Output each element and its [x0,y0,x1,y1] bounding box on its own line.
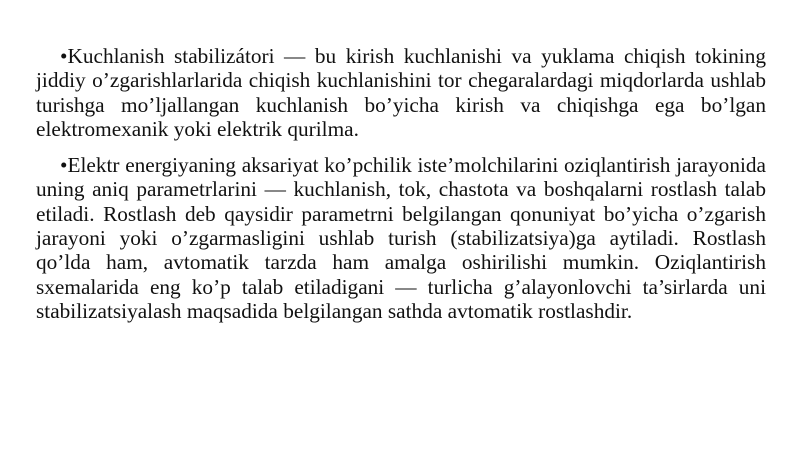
paragraph-regulation [36,153,766,323]
paragraph-text: Kuchlanish stabilizátori — bu kirish kuchlanishi va yuklama chiqish tokining jiddiy o’zgarishlarlarida chiqish kuchlanishini tor chegaralardagi miqdorlarda ushlab turishga mo’ljallangan kuchlanish bo’yicha kirish va chiqishga ega bo’lgan elektromexanik yoki elektrik qurilma. [36,44,766,141]
paragraph-voltage-stabilizer [36,44,766,141]
bullet-icon: • [60,153,68,178]
slide-body [36,44,766,335]
paragraph-text: Elektr energiyaning aksariyat ko’pchilik iste’molchilarini oziqlantirish jarayonida uning aniq parametrlarini — kuchlanish, tok, chastota va boshqalarni rostlash talab etiladi. Rostlash deb qaysidir parametrni belgilangan qonuniyat bo’yicha o’zgarish jarayoni yoki o’zgarmasligini ushlab turish (stabilizatsiya)ga aytiladi. Rostlash qo’lda ham, avtomatik tarzda ham amalga oshirilishi mumkin. Oziqlantirish sxemalarida eng ko’p talab etiladigani — turlicha g’alayonlovchi ta’sirlarda uni stabilizatsiyalash maqsadida belgilangan sathda avtomatik rostlashdir. [36,153,766,323]
bullet-icon: • [60,44,68,68]
